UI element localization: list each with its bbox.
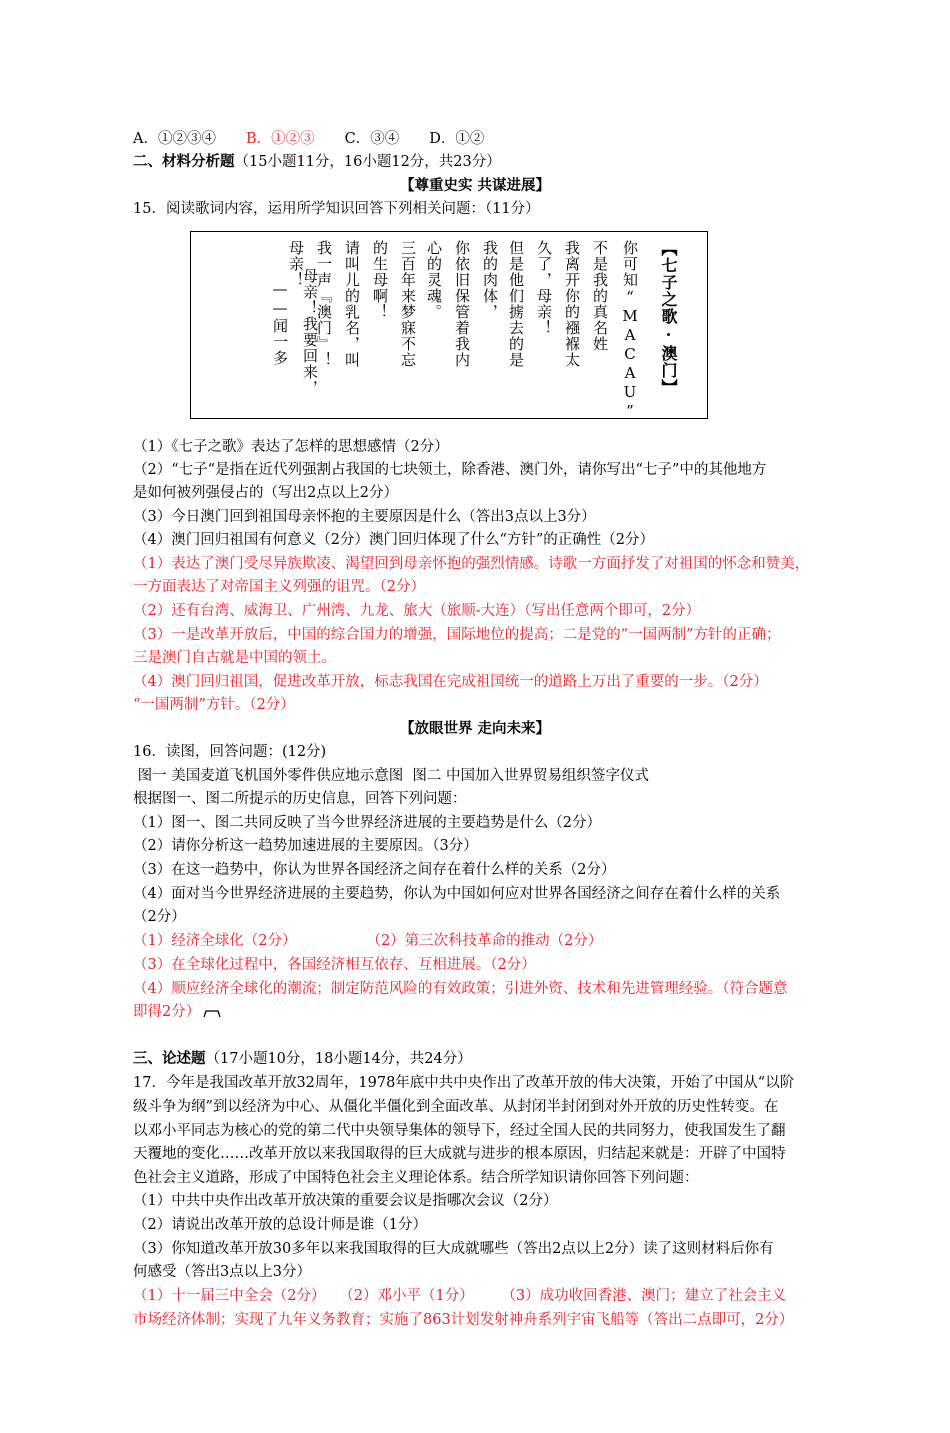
poem-line: 请叫儿的乳名，叫 (343, 240, 361, 368)
poem-line: 母亲！我要回来， (301, 268, 319, 396)
poem-author: ——闻一多 (271, 280, 289, 366)
q17-question: 何感受（答出3点以上3分） (133, 1264, 311, 1280)
q16-stem: 16．读图，回答问题：(12分) (133, 744, 327, 760)
poem-line: 我一声『澳门』！ (315, 240, 333, 368)
option-b: B．①②③ (245, 131, 315, 147)
q16-answer-line-1 (133, 931, 602, 951)
poem-title: 【七子之歌·澳门】 (659, 240, 678, 396)
q15-question: （2）“七子“是指在近代列强割占我国的七块领土，除香港、澳门外，请你写出“七子”中的其他地方 (133, 462, 767, 478)
q16-figure-captions: 图一 美国麦道飞机国外零件供应地示意图 图二 中国加入世界贸易组织签字仪式 (133, 768, 650, 784)
answer-options (133, 129, 514, 149)
q16-answer: （2）第三次科技革命的推动（2分） (366, 933, 603, 949)
poem-line: 你依旧保管着我内 (453, 240, 471, 368)
q15-answer: 一方面表达了对帝国主义列强的诅咒。（2分） (133, 579, 425, 595)
q15-answer: （4）澳门回归祖国，促进改革开放，标志我国在完成祖国统一的道路上万出了重要的一步。（2分） (133, 674, 768, 690)
q15-answer: （1）表达了澳门受尽异族欺凌、渴望回到母亲怀抱的强烈情感。诗歌一方面抒发了对祖国的怀念和赞美， (133, 556, 810, 572)
poem-line: 心的灵魂。 (425, 240, 443, 320)
section-3-heading (133, 1049, 472, 1069)
q16-question: （2分） (133, 909, 186, 925)
q15-question: （1）《七子之歌》表达了怎样的思想感情（2分） (133, 439, 449, 455)
section-2-heading (133, 152, 501, 172)
q15-answer: 三是澳门自古就是中国的领土。 (133, 650, 336, 666)
q17-stem: 以邓小平同志为核心的党的第二代中央领导集体的领导下，经过全国人民的共同努力，使我国发生了翻 (133, 1123, 786, 1139)
q15-question: （3）今日澳门回到祖国母亲怀抱的主要原因是什么（答出3点以上3分） (133, 509, 596, 525)
section-3-note: （17小题10分，18小题14分，共24分） (205, 1051, 472, 1067)
q17-question: （1）中共中央作出改革开放决策的重要会议是指哪次会议（2分） (133, 1193, 558, 1209)
theme-heading-2: 【放眼世界 走向未来】 (399, 720, 551, 737)
option-d: D．①② (429, 131, 485, 147)
section-2-title: 二、材料分析题 (133, 153, 235, 170)
q17-stem: 色社会主义道路，形成了中国特色社会主义理论体系。结合所学知识请你回答下列问题： (133, 1170, 699, 1186)
q16-question: （2）请你分析这一趋势加速进展的主要原因。（3分） (133, 838, 478, 854)
poem-box (190, 231, 708, 419)
poem-line: 三百年来梦寐不忘 (399, 240, 417, 368)
q15-answer: （2）还有台湾、威海卫、广州湾、九龙、旅大（旅顺-大连）（写出任意两个即可，2分） (133, 603, 701, 619)
poem-line: 但是他们掳去的是 (507, 240, 525, 368)
q16-answer: （3）在全球化过程中，各国经济相互依存、互相进展。（2分） (133, 957, 536, 973)
q17-question: （2）请说出改革开放的总设计师是谁（1分） (133, 1217, 427, 1233)
bracket-mark-icon (203, 1008, 221, 1018)
q16-answer: （1）经济全球化（2分） (133, 933, 297, 949)
section-2-note: （15小题11分，16小题12分，共23分） (234, 154, 501, 170)
q15-question: 是如何被列强侵占的（写出2点以上2分） (133, 485, 398, 501)
q15-question: （4）澳门回归祖国有何意义（2分）澳门回归体现了什么“方针”的正确性（2分） (133, 532, 654, 548)
q16-question: （1）图一、图二共同反映了当今世界经济进展的主要趋势是什么（2分） (133, 815, 601, 831)
q15-answer: （3）一是改革开放后，中国的综合国力的增强，国际地位的提高；二是党的“一国两制”方针的正确； (133, 627, 781, 643)
poem-line: 的生母啊！ (371, 240, 389, 320)
q17-stem: 17．今年是我国改革开放32周年，1978年底中共中央作出了改革开放的伟大决策，开始了中国从“以阶 (133, 1075, 795, 1091)
poem-line: 我的肉体， (481, 240, 499, 320)
poem-line: 我离开你的襁褓太 (563, 240, 581, 368)
poem-line: 久了，母亲！ (535, 240, 553, 336)
q16-question: （4）面对当今世界经济进展的主要趋势，你认为中国如何应对世界各国经济之间存在着什么样的关系 (133, 886, 781, 902)
q16-intro: 根据图一、图二所提示的历史信息，回答下列问题： (133, 791, 467, 807)
theme-heading-1: 【尊重史实 共谋进展】 (399, 177, 551, 194)
q16-answer: 即得2分） (133, 1004, 201, 1020)
q16-answer-last (133, 1002, 221, 1022)
section-3-title: 三、论述题 (133, 1050, 206, 1067)
poem-line: 你可知“MACAU” (621, 240, 639, 421)
q15-stem: 15．阅读歌词内容，运用所学知识回答下列相关问题：（11分） (133, 201, 540, 217)
q17-answer: （1）十一届三中全会（2分） （2）邓小平（1分） （3）成功收回香港、澳门；建立了社会主义 (133, 1288, 787, 1304)
q16-answer: （4）顺应经济全球化的潮流；制定防范风险的有效政策；引进外资、技术和先进管理经验。（符合题意 (133, 981, 788, 997)
option-a: A．①②③④ (133, 131, 216, 147)
q17-answer: 市场经济体制；实现了九年义务教育；实施了863计划发射神舟系列宇宙飞船等（答出二点即可，2分） (133, 1312, 794, 1328)
poem-line: 母亲！ (287, 240, 305, 288)
q16-question: （3）在这一趋势中，你认为世界各国经济之间存在着什么样的关系（2分） (133, 862, 616, 878)
poem-line: 不是我的真名姓 (591, 240, 609, 352)
option-c: C．③④ (344, 131, 400, 147)
q15-answer: “一国两制”方针。（2分） (133, 697, 295, 713)
q17-question: （3）你知道改革开放30多年以来我国取得的巨大成就哪些（答出2点以上2分）读了这则材料后你有 (133, 1241, 774, 1257)
q17-stem: 级斗争为纲”到以经济为中心、从僵化半僵化到全面改革、从封闭半封闭到对外开放的历史性转变。在 (133, 1099, 779, 1115)
q17-stem: 天覆地的变化……改革开放以来我国取得的巨大成就与进步的根本原因，归结起来就是：开辟了中国特 (133, 1146, 786, 1162)
